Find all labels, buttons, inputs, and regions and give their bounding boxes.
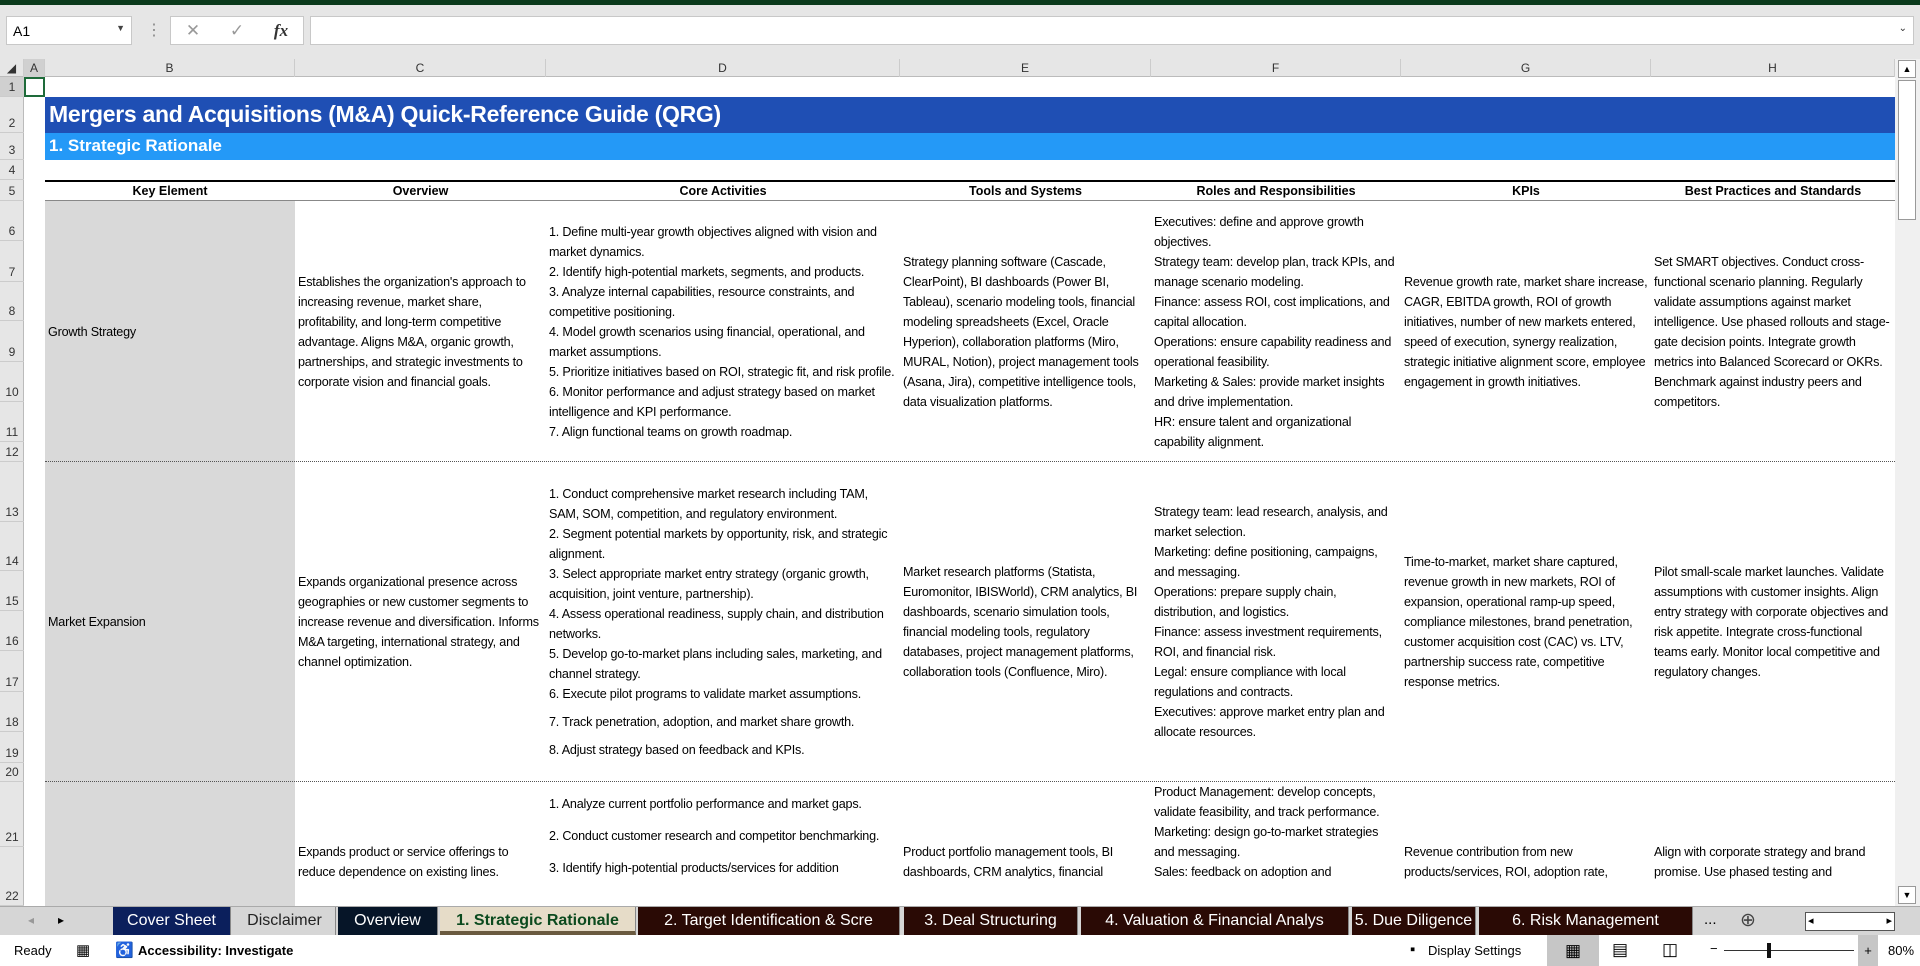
name-box-value: A1 [13, 23, 31, 39]
row-header[interactable]: 17 [0, 651, 24, 692]
header-key-element: Key Element [132, 184, 208, 198]
row-header[interactable]: 1 [0, 77, 24, 97]
scroll-down-icon[interactable]: ▼ [1898, 886, 1916, 904]
key-element[interactable] [45, 782, 295, 906]
header-overview: Overview [392, 184, 449, 198]
core-activities[interactable] [546, 782, 900, 906]
column-header[interactable]: C [295, 59, 546, 77]
display-settings-button[interactable]: Display Settings [1428, 943, 1522, 958]
kpis[interactable]: Revenue contribution from new products/services, ROI, adoption rate, [1404, 845, 1608, 879]
zoom-slider[interactable] [1724, 950, 1854, 951]
list-line: Executives: define and approve growth objectives. [1154, 214, 1364, 249]
list-line: 2. Identify high-potential markets, segments, and products. [549, 264, 865, 279]
table-row [45, 201, 1895, 462]
sheet-tab[interactable]: 1. Strategic Rationale [440, 907, 636, 935]
best-practices[interactable]: Set SMART objectives. Conduct cross-functional scenario planning. Regularly validate assumptions against market intelligence. Use phased rollouts and stage-gate decision points. Integrate growth metrics into Balanced Scorecard or OKRs. Benchmark against industry peers and competitors. [1654, 254, 1890, 409]
row-header[interactable]: 6 [0, 201, 24, 241]
header-core-activities: Core Activities [679, 184, 767, 198]
core-activities[interactable] [546, 201, 900, 462]
selected-cell[interactable] [24, 77, 45, 97]
list-line: 6. Monitor performance and adjust strategy based on market intelligence and KPI performance. [549, 384, 875, 419]
list-line: HR: ensure talent and organizational capability alignment. [1154, 414, 1352, 449]
list-line: 2. Conduct customer research and competitor benchmarking. [549, 829, 880, 843]
list-line: Sales: feedback on adoption and [1154, 865, 1332, 879]
more-icon[interactable]: ⋮ [146, 22, 162, 39]
column-header[interactable]: E [900, 59, 1151, 77]
accessibility-icon[interactable]: ♿ [115, 942, 134, 959]
list-line: 7. Track penetration, adoption, and market share growth. [549, 715, 855, 729]
list-line: 4. Assess operational readiness, supply chain, and distribution networks. [549, 607, 884, 641]
row-header[interactable]: 14 [0, 522, 24, 571]
sheet-tab[interactable]: 4. Valuation & Financial Analys [1081, 907, 1349, 935]
cancel-icon[interactable]: ✕ [185, 20, 201, 40]
roles[interactable] [1151, 462, 1401, 782]
row-header[interactable]: 18 [0, 692, 24, 732]
header-tools: Tools and Systems [969, 184, 1082, 198]
formula-buttons [170, 16, 304, 45]
list-line: Strategy team: develop plan, track KPIs, and manage scenario modeling. [1154, 254, 1395, 289]
header-kpis: KPIs [1512, 184, 1540, 198]
row-header[interactable]: 11 [0, 402, 24, 442]
key-element[interactable]: Growth Strategy [48, 324, 136, 339]
table-row [45, 462, 1895, 782]
list-line: 8. Adjust strategy based on feedback and KPIs. [549, 743, 805, 757]
roles[interactable] [1151, 782, 1401, 906]
best-practices[interactable]: Pilot small-scale market launches. Validate assumptions with customer insights. Align entry strategy with corporate objectives and risk appetite. Integrate cross-functional teams early. Monitor local competitive and regulatory changes. [1654, 565, 1889, 679]
macro-icon[interactable]: ▦ [76, 942, 91, 959]
row-header[interactable]: 20 [0, 763, 24, 782]
accessibility-status[interactable]: Accessibility: Investigate [138, 943, 294, 958]
overview[interactable]: Expands organizational presence across geographies or new customer segments to increase revenue and diversification. Informs M&A targeting, international strategy, and channel optimization. [298, 575, 539, 669]
zoom-in-icon[interactable]: + [1858, 935, 1878, 966]
row-separator [45, 781, 1895, 782]
list-line: Operations: ensure capability readiness and operational feasibility. [1154, 334, 1392, 369]
list-line: 6. Execute pilot programs to validate market assumptions. [549, 687, 861, 701]
scroll-right-icon[interactable]: ▸ [1886, 915, 1892, 927]
status-bar [0, 935, 1920, 966]
zoom-level[interactable]: 80% [1888, 943, 1915, 958]
list-line: 4. Model growth scenarios using financial, operational, and market assumptions. [549, 324, 865, 359]
column-header[interactable]: G [1401, 59, 1651, 77]
row-header[interactable]: 9 [0, 321, 24, 362]
page-break-icon[interactable]: ◫ [1662, 940, 1679, 959]
row-header[interactable]: 7 [0, 241, 24, 282]
column-header[interactable]: B [45, 59, 295, 77]
row-header[interactable]: 22 [0, 847, 24, 906]
tools[interactable]: Market research platforms (Statista, Euromonitor, IBISWorld), CRM analytics, BI dashboards, scenario simulation tools, financial modeling tools, regulatory databases, project management platforms, collaboration tools (Confluence, Miro). [903, 565, 1138, 679]
row-header[interactable]: 8 [0, 282, 24, 321]
list-line: 5. Prioritize initiatives based on ROI, strategic fit, and risk profile. [549, 364, 895, 379]
column-header[interactable]: H [1651, 59, 1895, 77]
formula-input[interactable] [310, 16, 1914, 45]
best-practices[interactable]: Align with corporate strategy and brand promise. Use phased testing and [1654, 845, 1866, 879]
row-header[interactable]: 13 [0, 462, 24, 522]
sheet-tab[interactable]: 6. Risk Management [1479, 907, 1693, 935]
list-line: 7. Align functional teams on growth roadmap. [549, 424, 793, 439]
section-title: 1. Strategic Rationale [45, 133, 1895, 160]
header-roles: Roles and Responsibilities [1196, 184, 1356, 198]
name-box[interactable] [6, 16, 132, 45]
list-line: Legal: ensure compliance with local regulations and contracts. [1154, 665, 1346, 699]
header-best-practices: Best Practices and Standards [1684, 184, 1862, 198]
list-line: 5. Develop go-to-market plans including sales, marketing, and channel strategy. [549, 647, 882, 681]
list-line: Marketing: design go-to-market strategies and messaging. [1154, 825, 1379, 859]
page-layout-icon[interactable]: ▤ [1612, 940, 1629, 959]
sheet-tab[interactable]: 5. Due Diligence [1352, 907, 1476, 935]
list-line: Operations: prepare supply chain, distribution, and logistics. [1154, 585, 1337, 619]
select-all-button[interactable]: ◢ [0, 59, 24, 77]
tools[interactable]: Strategy planning software (Cascade, ClearPoint), BI dashboards (Power BI, Tableau), scenario modeling tools, financial modeling spreadsheets (Excel, Oracle Hyperion), collaboration platforms (Miro, MURAL, Notion), project management tools (Asana, Jira), competitive intelligence tools, data visualization platforms. [903, 254, 1139, 409]
column-header[interactable]: F [1151, 59, 1401, 77]
chevron-down-icon[interactable]: ▼ [116, 23, 125, 33]
enter-icon[interactable]: ✓ [229, 20, 245, 40]
scroll-up-icon[interactable]: ▲ [1898, 60, 1916, 78]
list-line: 2. Segment potential markets by opportunity, risk, and strategic alignment. [549, 527, 888, 561]
list-line: 1. Analyze current portfolio performance and market gaps. [549, 797, 862, 811]
sheet-tab[interactable]: Overview [338, 907, 438, 935]
row-header[interactable]: 21 [0, 782, 24, 847]
list-line: Strategy team: lead research, analysis, and market selection. [1154, 505, 1388, 539]
row-header[interactable]: 10 [0, 362, 24, 402]
zoom-out-icon[interactable]: − [1710, 941, 1718, 956]
row-headers [0, 77, 24, 906]
row-header[interactable]: 3 [0, 133, 24, 160]
table-header [45, 180, 1895, 201]
prev-sheet-icon[interactable]: ◂ [28, 913, 35, 927]
overview[interactable]: Expands product or service offerings to reduce dependence on existing lines. [298, 845, 509, 879]
kpis[interactable]: Time-to-market, market share captured, revenue growth in new markets, ROI of expansion, operational ramp-up speed, compliance milestones, brand penetration, customer acquisition cost (CAC) vs. LTV, partnership success rate, competitive response metrics. [1404, 555, 1633, 689]
more-sheets[interactable]: ... [1704, 911, 1717, 928]
row-header[interactable]: 4 [0, 160, 24, 180]
row-header[interactable]: 15 [0, 571, 24, 611]
list-line: Marketing: define positioning, campaigns, and messaging. [1154, 545, 1378, 579]
scroll-left-icon[interactable]: ◂ [1808, 915, 1814, 927]
sheet-tab[interactable]: 3. Deal Structuring [904, 907, 1078, 935]
sheet-tab[interactable]: 2. Target Identification & Scre [638, 907, 900, 935]
row-header[interactable]: 19 [0, 732, 24, 763]
sheet-title: Mergers and Acquisitions (M&A) Quick-Reference Guide (QRG) [45, 97, 1895, 133]
sheet-tab[interactable]: Disclaimer [234, 907, 336, 935]
insert-function-icon[interactable]: fx [273, 20, 289, 40]
list-line: Product Management: develop concepts, validate feasibility, and track performance. [1154, 785, 1380, 819]
list-line: 1. Define multi-year growth objectives aligned with vision and market dynamics. [549, 224, 877, 259]
column-header[interactable]: A [24, 59, 45, 77]
column-headers [0, 59, 1895, 77]
list-line: Executives: approve market entry plan and allocate resources. [1154, 705, 1385, 739]
list-line: Finance: assess investment requirements, ROI, and financial risk. [1154, 625, 1382, 659]
display-settings-icon[interactable]: ▪ [1410, 941, 1416, 958]
tools[interactable]: Product portfolio management tools, BI dashboards, CRM analytics, financial [903, 845, 1114, 879]
list-line: 3. Identify high-potential products/services for addition [549, 861, 839, 875]
core-activities[interactable] [546, 462, 900, 782]
add-sheet-icon[interactable]: ⊕ [1740, 910, 1756, 931]
expand-formula-icon[interactable]: ⌄ [1898, 23, 1907, 34]
row-separator [45, 461, 1895, 462]
column-header[interactable]: D [546, 59, 900, 77]
scrollbar-thumb[interactable] [1898, 80, 1916, 220]
zoom-slider-thumb[interactable] [1767, 943, 1771, 958]
sheet-tab[interactable]: Cover Sheet [113, 907, 231, 935]
next-sheet-icon[interactable]: ▸ [58, 913, 65, 927]
list-line: Finance: assess ROI, cost implications, and capital allocation. [1154, 294, 1390, 329]
status-ready: Ready [14, 943, 52, 958]
list-line: Marketing & Sales: provide market insights and drive implementation. [1154, 374, 1385, 409]
row-header[interactable]: 16 [0, 611, 24, 651]
table-row [45, 782, 1895, 906]
roles[interactable] [1151, 201, 1401, 462]
kpis[interactable]: Revenue growth rate, market share increase, CAGR, EBITDA growth, ROI of growth initiatives, number of new markets entered, speed of execution, synergy realization, strategic initiative alignment score, employee engagement in growth initiatives. [1404, 274, 1648, 389]
normal-view-icon[interactable]: ▦ [1547, 935, 1599, 966]
row-header[interactable]: 12 [0, 442, 24, 462]
list-line: 1. Conduct comprehensive market research including TAM, SAM, SOM, competition, and regulatory environment. [549, 487, 868, 521]
list-line: 3. Select appropriate market entry strategy (organic growth, acquisition, joint venture, partnership). [549, 567, 869, 601]
key-element[interactable]: Market Expansion [48, 615, 146, 629]
row-header[interactable]: 5 [0, 180, 24, 201]
sheet-tabs-bar [0, 906, 1920, 935]
row-header[interactable]: 2 [0, 97, 24, 133]
horizontal-scrollbar[interactable] [1805, 912, 1895, 931]
overview[interactable]: Establishes the organization's approach to increasing revenue, market share, profitability, and long-term competitive advantage. Aligns M&A, organic growth, partnerships, and strategic investments to corporate vision and financial goals. [298, 274, 526, 389]
list-line: 3. Analyze internal capabilities, resource constraints, and competitive positioning. [549, 284, 855, 319]
